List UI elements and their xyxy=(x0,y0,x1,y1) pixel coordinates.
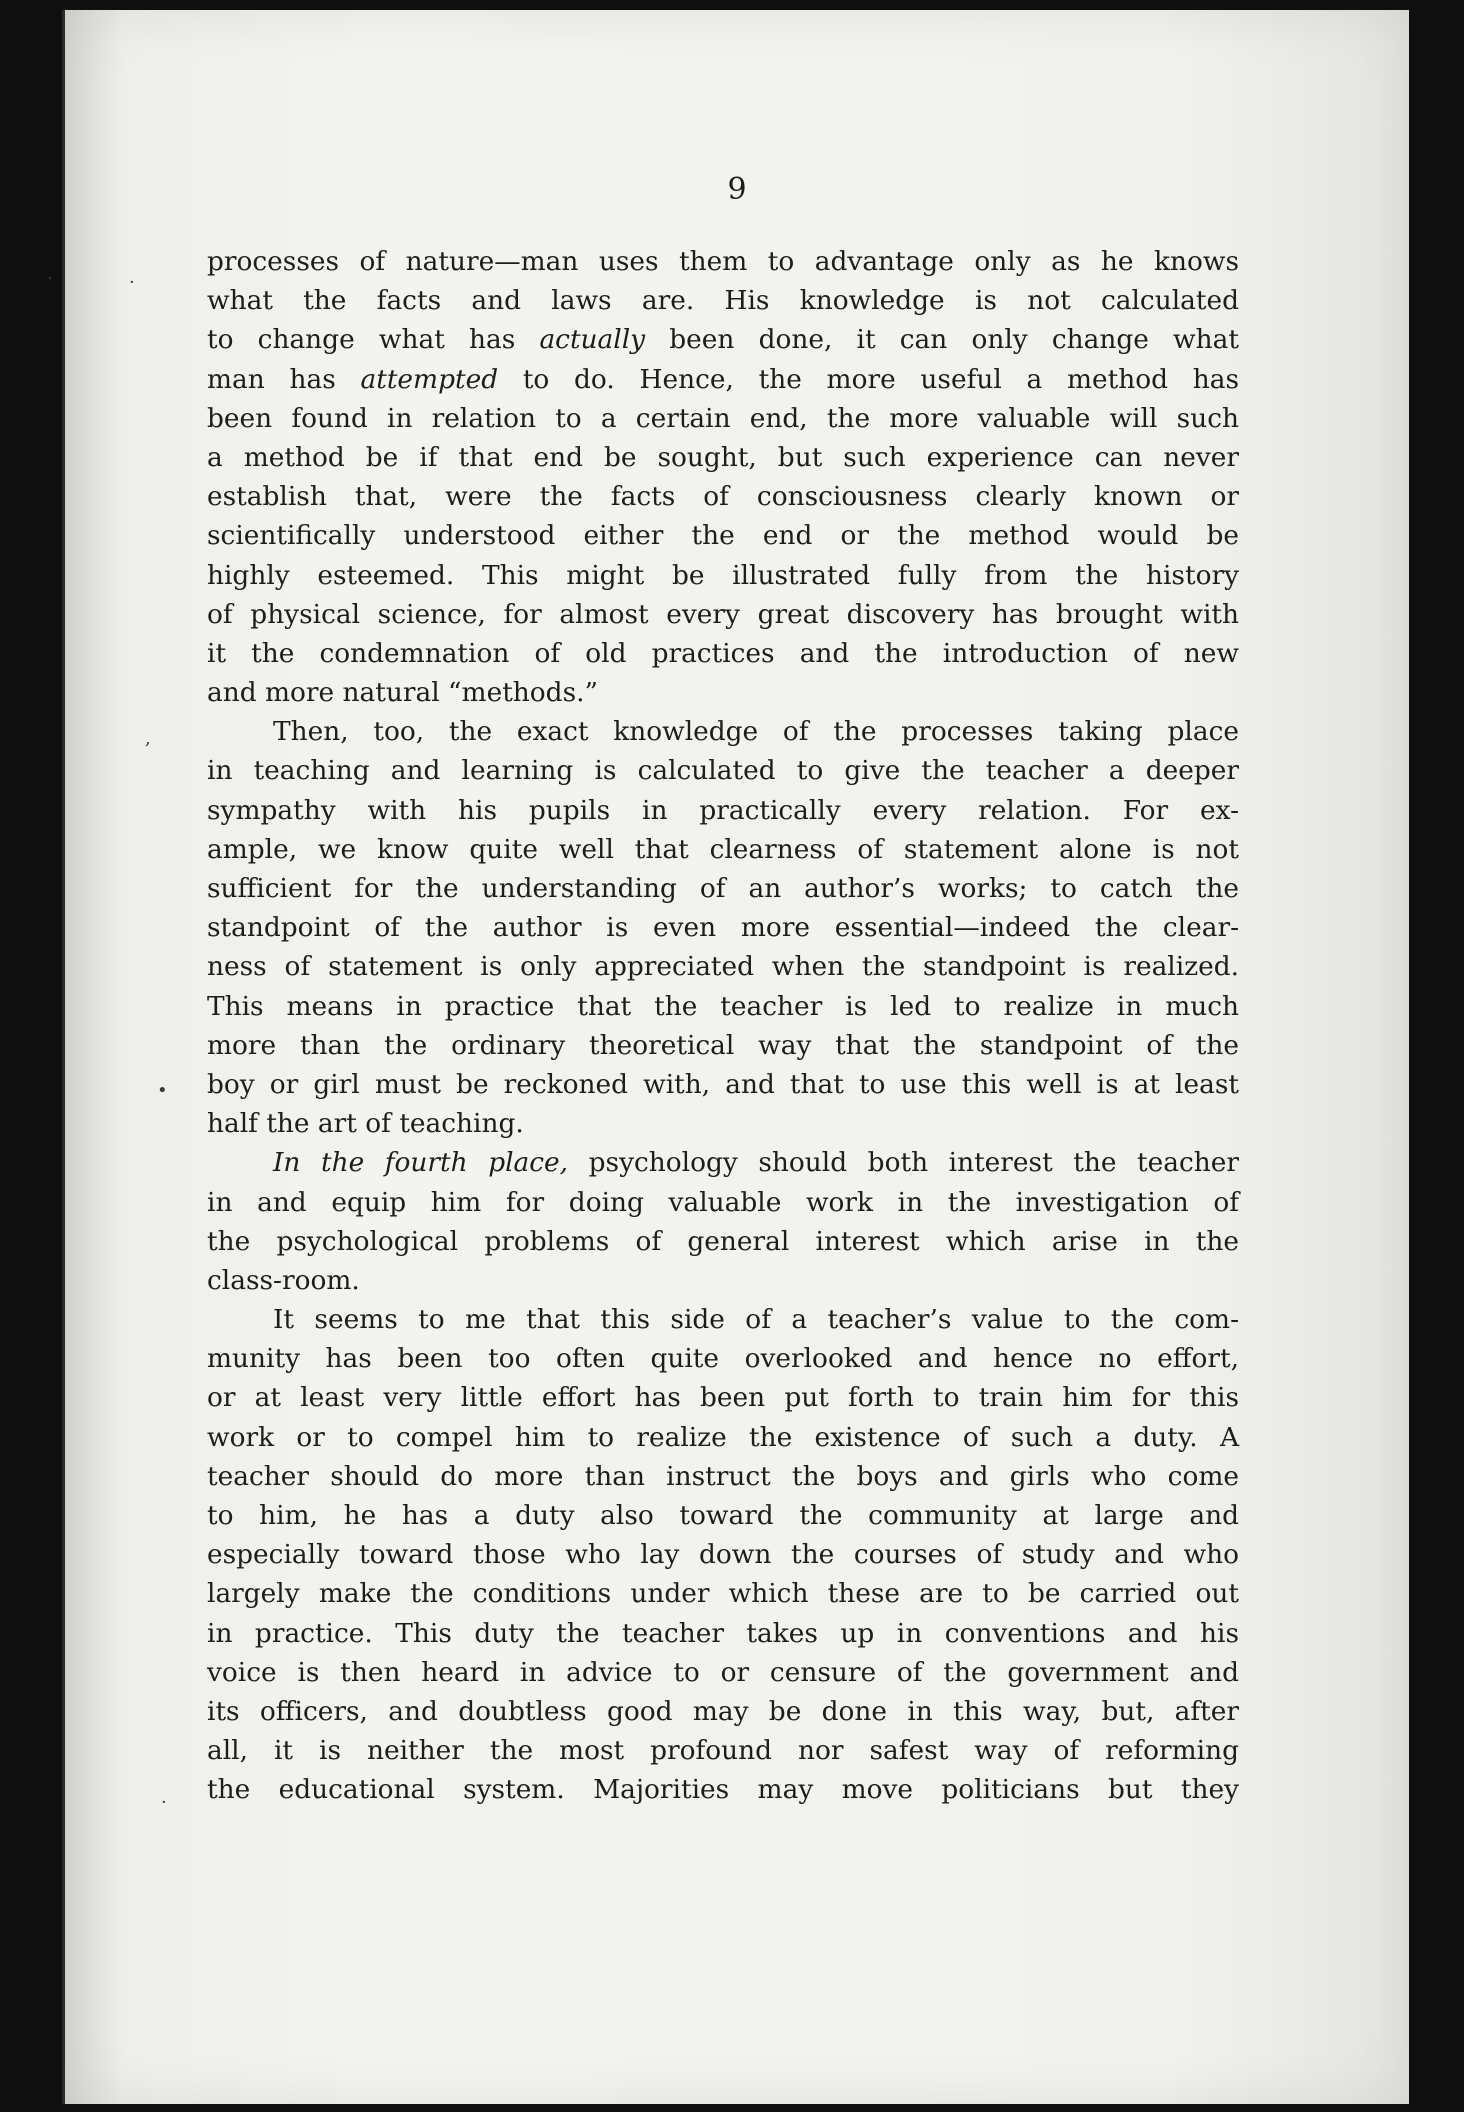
text-line: establish that, were the facts of consciousness clearly known or xyxy=(207,481,1239,513)
text-line: boy or girl must be reckoned with, and that to use this well is at least xyxy=(207,1068,1239,1100)
margin-speck: · xyxy=(161,1792,167,1813)
body-text xyxy=(207,242,1239,1810)
text-line: in practice. This duty the teacher takes up in conventions and his xyxy=(207,1617,1239,1649)
book-page xyxy=(47,10,1409,2104)
text-segment: been done, it can only change what xyxy=(645,324,1239,356)
text-segment: to do. Hence, the more useful a method has xyxy=(498,363,1239,395)
text-line: This means in practice that the teacher is led to realize in much xyxy=(207,990,1239,1022)
text-line: been found in relation to a certain end, the more valuable will such xyxy=(207,402,1239,434)
paragraph xyxy=(207,712,1239,1143)
text-segment: psychology should both interest the teacher xyxy=(568,1147,1239,1179)
text-line: munity has been too often quite overlooked and hence no effort, xyxy=(207,1343,1239,1375)
text-line: of physical science, for almost every great discovery has brought with xyxy=(207,598,1239,630)
text-line: in teaching and learning is calculated to give the teacher a deeper xyxy=(207,755,1239,787)
text-line: class-room. xyxy=(207,1264,360,1296)
italic-text: attempted xyxy=(360,363,499,395)
italic-text: actually xyxy=(539,324,646,356)
text-line: a method be if that end be sought, but such experience can never xyxy=(207,441,1239,473)
text-line: the psychological problems of general interest which arise in the xyxy=(207,1225,1239,1257)
paragraph xyxy=(207,1143,1239,1300)
text-line: teacher should do more than instruct the boys and girls who come xyxy=(207,1460,1239,1492)
text-line: in and equip him for doing valuable work in the investigation of xyxy=(207,1186,1239,1218)
paragraph xyxy=(207,1300,1239,1809)
text-line: its officers, and doubtless good may be done in this way, but, after xyxy=(207,1695,1239,1727)
margin-speck: • xyxy=(157,1080,168,1101)
text-line: the educational system. Majorities may move politicians but they xyxy=(207,1774,1239,1806)
margin-speck: · xyxy=(47,268,53,289)
text-line: standpoint of the author is even more essential—indeed the clear- xyxy=(207,912,1239,944)
text-line: ample, we know quite well that clearness of statement alone is not xyxy=(207,833,1239,865)
text-line: sufficient for the understanding of an author’s works; to catch the xyxy=(207,873,1239,904)
text-line: especially toward those who lay down the courses of study and who xyxy=(207,1539,1239,1571)
text-line: work or to compel him to realize the existence of such a duty. A xyxy=(207,1421,1239,1453)
text-line: and more natural “methods.” xyxy=(207,677,599,709)
text-line: largely make the conditions under which these are to be carried out xyxy=(207,1578,1239,1610)
text-line: what the facts and laws are. His knowledge is not calculated xyxy=(207,285,1239,317)
text-line xyxy=(207,1143,1239,1182)
text-line: highly esteemed. This might be illustrated fully from the history xyxy=(207,559,1239,591)
margin-speck: · xyxy=(129,272,135,293)
text-line: ness of statement is only appreciated when the standpoint is realized. xyxy=(207,951,1239,983)
text-line: It seems to me that this side of a teacher’s value to the com- xyxy=(273,1304,1239,1336)
text-line: half the art of teaching. xyxy=(207,1108,524,1140)
text-line: voice is then heard in advice to or censure of the government and xyxy=(207,1656,1239,1688)
text-line: or at least very little effort has been put forth to train him for this xyxy=(207,1382,1239,1414)
page-number: 9 xyxy=(727,172,747,207)
text-segment: man has xyxy=(207,363,361,395)
text-line: more than the ordinary theoretical way that the standpoint of the xyxy=(207,1029,1239,1061)
paragraph xyxy=(207,242,1239,712)
text-line: it the condemnation of old practices and the introduction of new xyxy=(207,637,1239,669)
text-line: processes of nature—man uses them to advantage only as he knows xyxy=(207,246,1239,277)
margin-speck: , xyxy=(145,728,151,749)
text-segment: to change what has xyxy=(207,324,540,356)
text-line xyxy=(207,320,1239,359)
text-line xyxy=(207,360,1239,399)
text-line: sympathy with his pupils in practically every relation. For ex- xyxy=(207,794,1239,826)
text-line: all, it is neither the most profound nor safest way of reforming xyxy=(207,1735,1239,1767)
text-line: scientifically understood either the end or the method would be xyxy=(207,520,1239,552)
italic-text: In the fourth place, xyxy=(273,1147,569,1179)
text-line: to him, he has a duty also toward the community at large and xyxy=(207,1500,1239,1531)
text-line: Then, too, the exact knowledge of the processes taking place xyxy=(273,716,1239,748)
